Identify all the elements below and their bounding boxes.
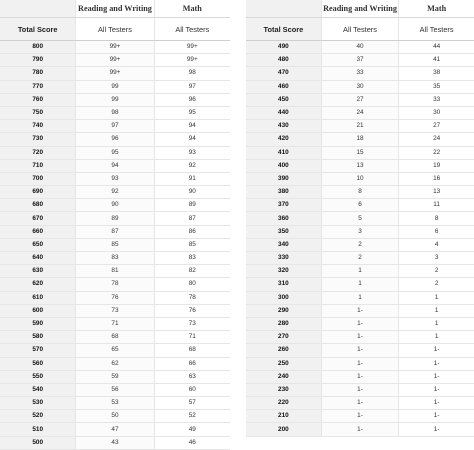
total-score-cell: 630	[0, 265, 76, 278]
total-score-cell: 360	[246, 212, 321, 225]
rw-percentile-cell: 73	[76, 304, 154, 317]
rw-percentile-cell: 99+	[76, 54, 154, 67]
table-row	[246, 357, 474, 370]
rw-percentile-cell: 2	[321, 238, 399, 251]
total-score-cell: 770	[0, 80, 76, 93]
table-row	[246, 186, 474, 199]
total-score-cell: 680	[0, 199, 76, 212]
total-score-cell: 470	[246, 67, 321, 80]
total-score-cell: 420	[246, 133, 321, 146]
math-percentile-cell: 1-	[399, 383, 474, 396]
rw-percentile-cell: 18	[321, 133, 399, 146]
left-percentile-table-panel	[0, 0, 230, 450]
math-percentile-cell: 83	[154, 252, 230, 265]
rw-percentile-cell: 1-	[321, 317, 399, 330]
math-percentile-cell: 78	[154, 291, 230, 304]
total-score-cell: 300	[246, 291, 321, 304]
table-row	[246, 106, 474, 119]
math-percentile-cell: 86	[154, 225, 230, 238]
rw-percentile-cell: 99+	[76, 67, 154, 80]
rw-percentile-cell: 93	[76, 172, 154, 185]
math-percentile-cell: 27	[399, 120, 474, 133]
total-score-cell: 400	[246, 159, 321, 172]
rw-percentile-cell: 94	[76, 159, 154, 172]
total-score-cell: 620	[0, 278, 76, 291]
table-row	[0, 304, 230, 317]
math-percentile-cell: 1	[399, 304, 474, 317]
rw-percentile-cell: 37	[321, 54, 399, 67]
math-percentile-cell: 99+	[154, 41, 230, 54]
table-row	[246, 397, 474, 410]
rw-percentile-cell: 1	[321, 291, 399, 304]
rw-percentile-cell: 1-	[321, 410, 399, 423]
rw-column-header: Reading and Writing	[321, 0, 399, 18]
total-score-cell: 730	[0, 133, 76, 146]
left-table-body	[0, 41, 230, 450]
total-score-cell: 590	[0, 317, 76, 330]
math-percentile-cell: 1	[399, 331, 474, 344]
rw-percentile-cell: 98	[76, 106, 154, 119]
math-percentile-cell: 41	[399, 54, 474, 67]
table-row	[246, 370, 474, 383]
table-row	[246, 304, 474, 317]
table-row	[0, 80, 230, 93]
total-score-cell: 230	[246, 383, 321, 396]
table-row	[0, 120, 230, 133]
rw-percentile-cell: 1-	[321, 304, 399, 317]
rw-percentile-cell: 10	[321, 172, 399, 185]
rw-percentile-cell: 1-	[321, 357, 399, 370]
math-percentile-cell: 66	[154, 357, 230, 370]
math-percentile-cell: 68	[154, 344, 230, 357]
table-row	[246, 225, 474, 238]
table-row	[246, 265, 474, 278]
math-percentile-cell: 2	[399, 265, 474, 278]
total-score-cell: 690	[0, 186, 76, 199]
math-percentile-cell: 1	[399, 291, 474, 304]
rw-percentile-cell: 92	[76, 186, 154, 199]
rw-percentile-cell: 13	[321, 159, 399, 172]
math-percentile-cell: 57	[154, 397, 230, 410]
total-score-cell: 640	[0, 252, 76, 265]
math-percentile-cell: 90	[154, 186, 230, 199]
table-row	[0, 423, 230, 436]
math-all-testers-subheader: All Testers	[154, 18, 230, 41]
rw-percentile-cell: 6	[321, 199, 399, 212]
math-percentile-cell: 49	[154, 423, 230, 436]
math-percentile-cell: 3	[399, 252, 474, 265]
total-score-cell: 460	[246, 80, 321, 93]
math-percentile-cell: 63	[154, 370, 230, 383]
right-percentile-table-panel	[246, 0, 474, 437]
table-row	[0, 212, 230, 225]
table-row	[246, 80, 474, 93]
rw-percentile-cell: 47	[76, 423, 154, 436]
total-score-cell: 580	[0, 331, 76, 344]
table-row	[246, 252, 474, 265]
table-row	[0, 159, 230, 172]
math-percentile-cell: 22	[399, 146, 474, 159]
rw-percentile-cell: 50	[76, 410, 154, 423]
math-percentile-cell: 33	[399, 93, 474, 106]
table-row	[0, 383, 230, 396]
rw-percentile-cell: 85	[76, 238, 154, 251]
rw-all-testers-subheader: All Testers	[321, 18, 399, 41]
rw-percentile-cell: 2	[321, 252, 399, 265]
rw-percentile-cell: 5	[321, 212, 399, 225]
math-percentile-cell: 85	[154, 238, 230, 251]
table-row	[246, 410, 474, 423]
math-percentile-cell: 38	[399, 67, 474, 80]
rw-percentile-cell: 87	[76, 225, 154, 238]
total-score-cell: 250	[246, 357, 321, 370]
percentile-table-left	[0, 0, 230, 450]
math-percentile-cell: 52	[154, 410, 230, 423]
table-row	[0, 278, 230, 291]
rw-percentile-cell: 33	[321, 67, 399, 80]
rw-percentile-cell: 24	[321, 106, 399, 119]
rw-percentile-cell: 1-	[321, 331, 399, 344]
rw-percentile-cell: 1-	[321, 383, 399, 396]
math-percentile-cell: 94	[154, 120, 230, 133]
math-percentile-cell: 97	[154, 80, 230, 93]
total-score-cell: 320	[246, 265, 321, 278]
table-row	[246, 212, 474, 225]
total-score-cell: 350	[246, 225, 321, 238]
total-score-cell: 260	[246, 344, 321, 357]
total-score-cell: 330	[246, 252, 321, 265]
table-row	[0, 199, 230, 212]
table-row	[0, 317, 230, 330]
total-score-cell: 340	[246, 238, 321, 251]
rw-percentile-cell: 1-	[321, 397, 399, 410]
total-score-cell: 530	[0, 397, 76, 410]
total-score-cell: 560	[0, 357, 76, 370]
table-row	[0, 238, 230, 251]
math-percentile-cell: 35	[399, 80, 474, 93]
math-percentile-cell: 2	[399, 278, 474, 291]
total-score-cell: 240	[246, 370, 321, 383]
total-score-cell: 200	[246, 423, 321, 436]
total-score-header: Total Score	[246, 18, 321, 41]
table-row	[0, 93, 230, 106]
rw-percentile-cell: 81	[76, 265, 154, 278]
rw-percentile-cell: 97	[76, 120, 154, 133]
rw-percentile-cell: 99	[76, 93, 154, 106]
rw-percentile-cell: 43	[76, 436, 154, 449]
table-row	[0, 357, 230, 370]
percentile-table-right	[246, 0, 474, 437]
table-row	[0, 291, 230, 304]
table-row	[0, 252, 230, 265]
total-score-cell: 370	[246, 199, 321, 212]
math-percentile-cell: 1-	[399, 357, 474, 370]
total-score-cell: 550	[0, 370, 76, 383]
total-score-cell: 310	[246, 278, 321, 291]
table-row	[246, 133, 474, 146]
math-percentile-cell: 4	[399, 238, 474, 251]
rw-percentile-cell: 99	[76, 80, 154, 93]
math-percentile-cell: 99+	[154, 54, 230, 67]
total-score-cell: 380	[246, 186, 321, 199]
math-column-header: Math	[399, 0, 474, 18]
rw-percentile-cell: 1-	[321, 344, 399, 357]
rw-column-header: Reading and Writing	[76, 0, 154, 18]
total-score-cell: 660	[0, 225, 76, 238]
rw-percentile-cell: 30	[321, 80, 399, 93]
total-score-cell: 440	[246, 106, 321, 119]
table-row	[0, 146, 230, 159]
rw-percentile-cell: 59	[76, 370, 154, 383]
table-row	[0, 67, 230, 80]
rw-percentile-cell: 95	[76, 146, 154, 159]
corner-cell	[0, 0, 76, 18]
total-score-cell: 800	[0, 41, 76, 54]
corner-cell	[246, 0, 321, 18]
math-percentile-cell: 82	[154, 265, 230, 278]
table-row	[246, 159, 474, 172]
table-row	[246, 423, 474, 436]
total-score-cell: 740	[0, 120, 76, 133]
rw-percentile-cell: 56	[76, 383, 154, 396]
rw-percentile-cell: 76	[76, 291, 154, 304]
total-score-cell: 600	[0, 304, 76, 317]
table-row	[0, 436, 230, 449]
total-score-cell: 700	[0, 172, 76, 185]
total-score-cell: 520	[0, 410, 76, 423]
rw-percentile-cell: 15	[321, 146, 399, 159]
total-score-cell: 450	[246, 93, 321, 106]
rw-percentile-cell: 1-	[321, 423, 399, 436]
total-score-cell: 490	[246, 41, 321, 54]
total-score-cell: 220	[246, 397, 321, 410]
math-percentile-cell: 91	[154, 172, 230, 185]
math-percentile-cell: 1-	[399, 397, 474, 410]
math-percentile-cell: 1-	[399, 370, 474, 383]
table-row	[0, 54, 230, 67]
right-table-body	[246, 41, 474, 437]
math-percentile-cell: 92	[154, 159, 230, 172]
total-score-cell: 650	[0, 238, 76, 251]
math-percentile-cell: 13	[399, 186, 474, 199]
rw-percentile-cell: 83	[76, 252, 154, 265]
table-row	[246, 93, 474, 106]
total-score-cell: 480	[246, 54, 321, 67]
total-score-cell: 540	[0, 383, 76, 396]
table-row	[246, 344, 474, 357]
total-score-cell: 270	[246, 331, 321, 344]
table-row	[0, 331, 230, 344]
rw-all-testers-subheader: All Testers	[76, 18, 154, 41]
total-score-cell: 780	[0, 67, 76, 80]
table-row	[246, 146, 474, 159]
table-row	[0, 225, 230, 238]
math-percentile-cell: 24	[399, 133, 474, 146]
total-score-cell: 720	[0, 146, 76, 159]
math-percentile-cell: 89	[154, 199, 230, 212]
table-row	[0, 265, 230, 278]
total-score-cell: 280	[246, 317, 321, 330]
math-percentile-cell: 46	[154, 436, 230, 449]
total-score-cell: 500	[0, 436, 76, 449]
math-percentile-cell: 8	[399, 212, 474, 225]
math-percentile-cell: 80	[154, 278, 230, 291]
total-score-header: Total Score	[0, 18, 76, 41]
total-score-cell: 510	[0, 423, 76, 436]
table-row	[246, 67, 474, 80]
math-percentile-cell: 1-	[399, 410, 474, 423]
table-row	[246, 317, 474, 330]
math-percentile-cell: 93	[154, 146, 230, 159]
table-row	[246, 383, 474, 396]
total-score-cell: 410	[246, 146, 321, 159]
rw-percentile-cell: 71	[76, 317, 154, 330]
math-percentile-cell: 98	[154, 67, 230, 80]
total-score-cell: 290	[246, 304, 321, 317]
rw-percentile-cell: 27	[321, 93, 399, 106]
math-all-testers-subheader: All Testers	[399, 18, 474, 41]
rw-percentile-cell: 1-	[321, 370, 399, 383]
table-row	[0, 186, 230, 199]
table-row	[246, 54, 474, 67]
rw-percentile-cell: 96	[76, 133, 154, 146]
table-row	[0, 106, 230, 119]
math-percentile-cell: 11	[399, 199, 474, 212]
table-row	[0, 370, 230, 383]
math-percentile-cell: 73	[154, 317, 230, 330]
rw-percentile-cell: 8	[321, 186, 399, 199]
math-column-header: Math	[154, 0, 230, 18]
math-percentile-cell: 1-	[399, 344, 474, 357]
math-percentile-cell: 44	[399, 41, 474, 54]
total-score-cell: 760	[0, 93, 76, 106]
math-percentile-cell: 1	[399, 317, 474, 330]
total-score-cell: 710	[0, 159, 76, 172]
math-percentile-cell: 95	[154, 106, 230, 119]
rw-percentile-cell: 62	[76, 357, 154, 370]
table-row	[0, 344, 230, 357]
table-row	[246, 199, 474, 212]
math-percentile-cell: 96	[154, 93, 230, 106]
table-row	[246, 331, 474, 344]
rw-percentile-cell: 1	[321, 265, 399, 278]
rw-percentile-cell: 65	[76, 344, 154, 357]
rw-percentile-cell: 99+	[76, 41, 154, 54]
math-percentile-cell: 16	[399, 172, 474, 185]
math-percentile-cell: 19	[399, 159, 474, 172]
total-score-cell: 790	[0, 54, 76, 67]
rw-percentile-cell: 89	[76, 212, 154, 225]
math-percentile-cell: 6	[399, 225, 474, 238]
math-percentile-cell: 94	[154, 133, 230, 146]
math-percentile-cell: 1-	[399, 423, 474, 436]
rw-percentile-cell: 78	[76, 278, 154, 291]
rw-percentile-cell: 3	[321, 225, 399, 238]
math-percentile-cell: 60	[154, 383, 230, 396]
rw-percentile-cell: 1	[321, 278, 399, 291]
math-percentile-cell: 76	[154, 304, 230, 317]
math-percentile-cell: 71	[154, 331, 230, 344]
total-score-cell: 390	[246, 172, 321, 185]
table-row	[246, 172, 474, 185]
total-score-cell: 430	[246, 120, 321, 133]
table-row	[0, 397, 230, 410]
table-row	[246, 291, 474, 304]
table-row	[0, 133, 230, 146]
total-score-cell: 210	[246, 410, 321, 423]
total-score-cell: 570	[0, 344, 76, 357]
table-row	[0, 41, 230, 54]
table-row	[246, 238, 474, 251]
table-row	[0, 172, 230, 185]
rw-percentile-cell: 53	[76, 397, 154, 410]
total-score-cell: 610	[0, 291, 76, 304]
table-row	[246, 278, 474, 291]
rw-percentile-cell: 90	[76, 199, 154, 212]
table-row	[246, 41, 474, 54]
rw-percentile-cell: 40	[321, 41, 399, 54]
math-percentile-cell: 87	[154, 212, 230, 225]
math-percentile-cell: 30	[399, 106, 474, 119]
table-row	[246, 120, 474, 133]
total-score-cell: 670	[0, 212, 76, 225]
rw-percentile-cell: 68	[76, 331, 154, 344]
table-row	[0, 410, 230, 423]
total-score-cell: 750	[0, 106, 76, 119]
rw-percentile-cell: 21	[321, 120, 399, 133]
